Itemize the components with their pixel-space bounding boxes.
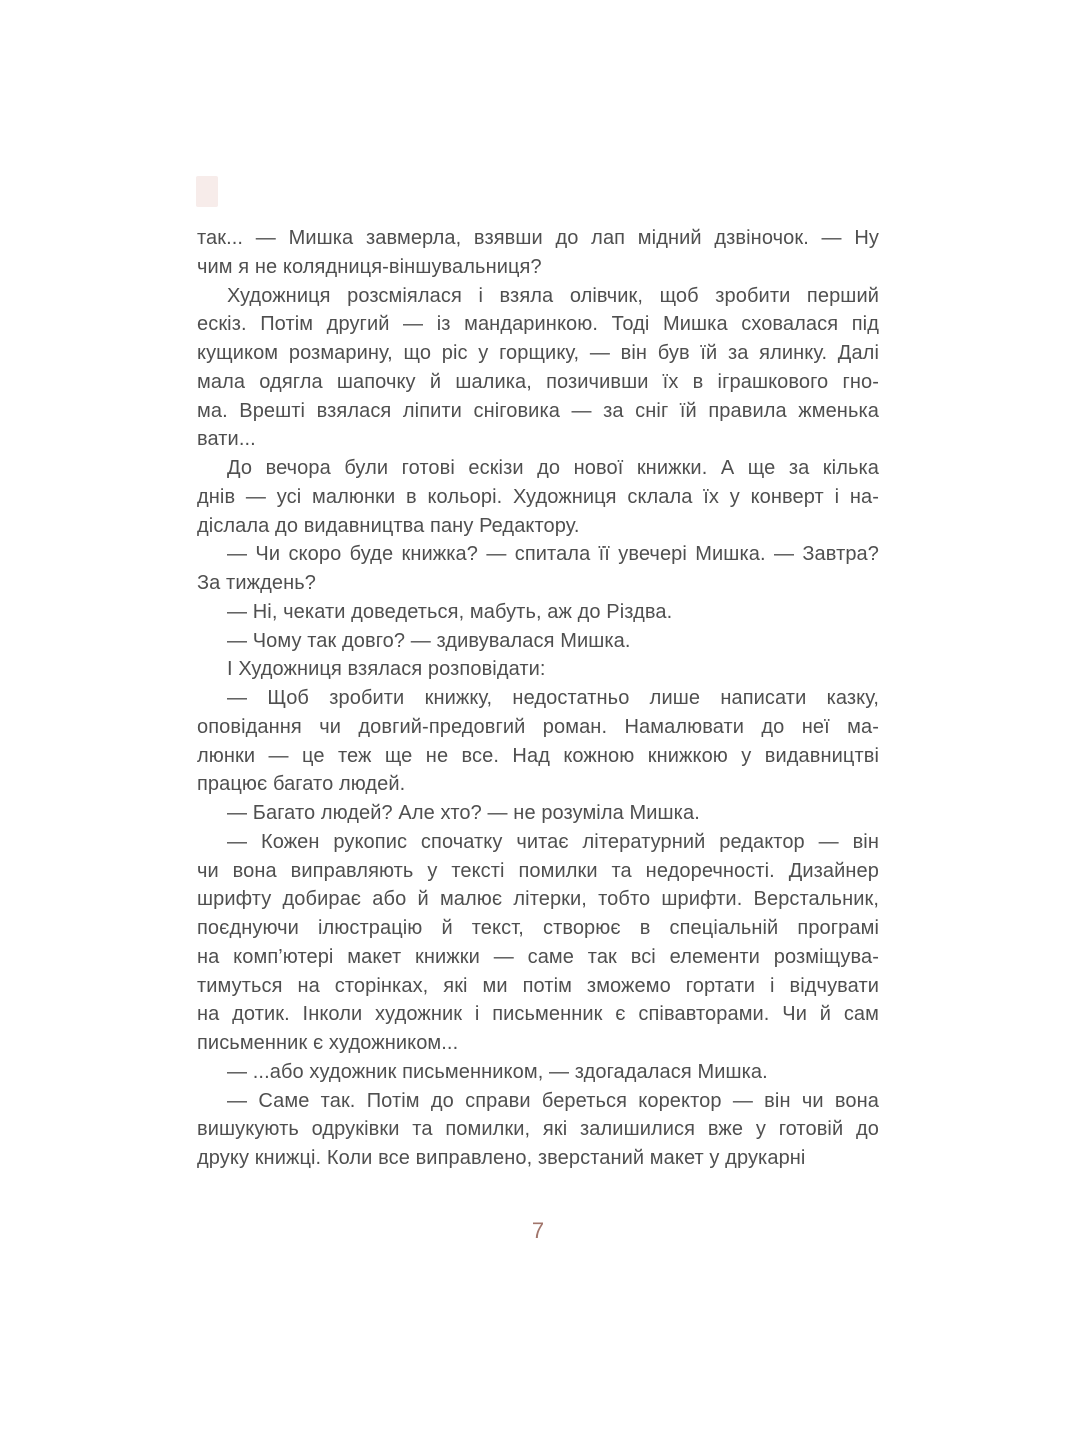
paragraph	[197, 627, 879, 656]
text-line: на комп’ютері макет книжки — саме так всі елементи розміщува-	[197, 945, 879, 968]
text-line: друку книжці. Коли все виправлено, зверстаний макет у друкарні	[197, 1147, 806, 1169]
paragraph	[197, 655, 879, 684]
text-line: вишукують одруківки та помилки, які залишилися вже у готовій до	[197, 1118, 879, 1141]
text-line: ескіз. Потім другий — із мандаринкою. Тоді Мишка сховалася під	[197, 313, 879, 336]
paragraph	[197, 1087, 879, 1173]
text-line: — Чи скоро буде книжка? — спитала її увечері Мишка. — Завтра?	[227, 543, 879, 566]
paragraph	[197, 454, 879, 540]
text-line: оповідання чи довгий-предовгий роман. Намалювати до неї ма-	[197, 715, 879, 738]
text-line: — Багато людей? Але хто? — не розуміла Мишка.	[227, 802, 700, 824]
paragraph	[197, 799, 879, 828]
text-line: — Чому так довго? — здивувалася Мишка.	[227, 629, 631, 652]
text-line: чи вона виправляють у тексті помилки та недоречності. Дизайнер	[197, 859, 879, 882]
text-line: мала одягла шапочку й шалика, позичивши їх в іграшкового гно-	[197, 370, 879, 393]
paragraph	[197, 828, 879, 1058]
paragraph	[197, 282, 879, 455]
text-line: поєднуючи ілюстрацію й текст, створює в спеціальній програмі	[197, 917, 879, 939]
paragraph	[197, 684, 879, 799]
text-line: діслала до видавництва пану Редактору.	[197, 514, 580, 537]
text-line: на дотик. Інколи художник і письменник є співавторами. Чи й сам	[197, 1003, 879, 1026]
print-artifact-mark	[196, 176, 218, 207]
text-line: шрифту добирає або й малює літерки, тобто шрифти. Верстальник,	[197, 888, 879, 911]
text-line: — Саме так. Потім до справи береться коректор — він чи вона	[227, 1089, 879, 1112]
paragraph	[197, 540, 879, 598]
text-line: — Кожен рукопис спочатку читає літературний редактор — він	[227, 830, 879, 853]
text-line: — Ні, чекати доведеться, мабуть, аж до Різдва.	[227, 600, 673, 623]
text-line: вати...	[197, 428, 256, 451]
text-line: письменник є художником...	[197, 1032, 459, 1054]
text-line: так... — Мишка завмерла, взявши до лап мідний дзвіночок. — Ну	[197, 227, 879, 249]
page-text	[197, 224, 879, 1173]
page-number: 7	[531, 1218, 545, 1243]
text-line: кущиком розмарину, що ріс у горщику, — він був їй за ялинку. Далі	[197, 342, 879, 364]
text-line: За тиждень?	[197, 572, 316, 594]
text-line: — Щоб зробити книжку, недостатньо лише написати казку,	[227, 687, 879, 709]
paragraph	[197, 1058, 879, 1087]
text-line: До вечора були готові ескізи до нової книжки. А ще за кілька	[227, 457, 879, 479]
text-line: люнки — це теж ще не все. Над кожною книжкою у видавництві	[197, 744, 879, 767]
text-line: працює багато людей.	[197, 773, 406, 796]
text-line: І Художниця взялася розповідати:	[227, 658, 546, 681]
paragraph	[197, 224, 879, 282]
text-line: тимуться на сторінках, які ми потім зможемо гортати і відчувати	[197, 974, 879, 997]
text-line: — ...або художник письменником, — здогадалася Мишка.	[227, 1060, 768, 1083]
text-line: днів — усі малюнки в кольорі. Художниця склала їх у конверт і на-	[197, 485, 879, 508]
paragraph	[197, 598, 879, 627]
text-line: Художниця розсміялася і взяла олівчик, щоб зробити перший	[227, 284, 879, 307]
text-line: чим я не колядниця-віншувальниця?	[197, 255, 542, 278]
text-line: ма. Врешті взялася ліпити сніговика — за сніг їй правила жменька	[197, 399, 879, 422]
